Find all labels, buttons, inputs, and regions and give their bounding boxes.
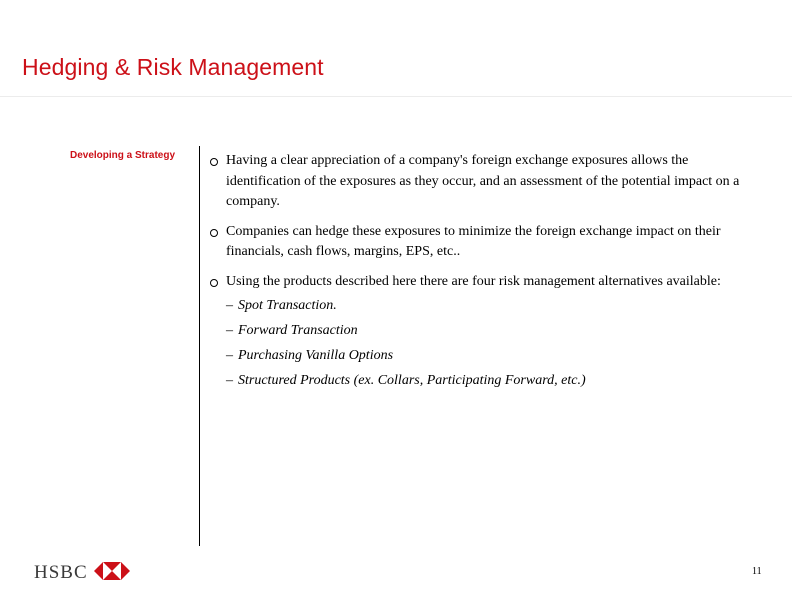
page-title: Hedging & Risk Management — [22, 54, 324, 80]
dash-icon: – — [226, 323, 233, 338]
bullet-icon — [210, 279, 218, 287]
bullet-icon — [210, 229, 218, 237]
bullet-list — [210, 151, 750, 400]
dash-icon: – — [226, 373, 233, 388]
bullet-item — [210, 222, 750, 263]
alternative-item — [226, 371, 750, 391]
bullet-text: Having a clear appreciation of a company's foreign exchange exposures allows the identification of the exposures as they occur, and an assessment of the potential impact on a company. — [226, 153, 740, 209]
logo-text: HSBC — [34, 562, 88, 583]
bullet-item — [210, 272, 750, 392]
vertical-divider — [199, 146, 200, 546]
bullet-icon — [210, 158, 218, 166]
hsbc-logo — [34, 563, 130, 583]
alternative-item — [226, 346, 750, 366]
section-label: Developing a Strategy — [70, 150, 176, 161]
alternative-text: Structured Products (ex. Collars, Participating Forward, etc.) — [238, 373, 586, 388]
dash-icon: – — [226, 298, 233, 313]
alternative-text: Forward Transaction — [238, 323, 358, 338]
page-number: 11 — [752, 566, 762, 577]
alternative-text: Purchasing Vanilla Options — [238, 348, 394, 363]
dash-icon: – — [226, 348, 233, 363]
title-rule — [0, 96, 792, 97]
bullet-text: Using the products described here there are four risk management alternatives available: — [226, 273, 721, 289]
alternatives-list — [226, 296, 750, 391]
alternative-item — [226, 296, 750, 316]
alternative-text: Spot Transaction. — [238, 298, 337, 313]
alternative-item — [226, 321, 750, 341]
hsbc-hexagon-icon — [94, 562, 130, 585]
bullet-item — [210, 151, 750, 213]
bullet-text: Companies can hedge these exposures to minimize the foreign exchange impact on their financials, cash flows, margins, EPS, etc.. — [226, 223, 721, 259]
